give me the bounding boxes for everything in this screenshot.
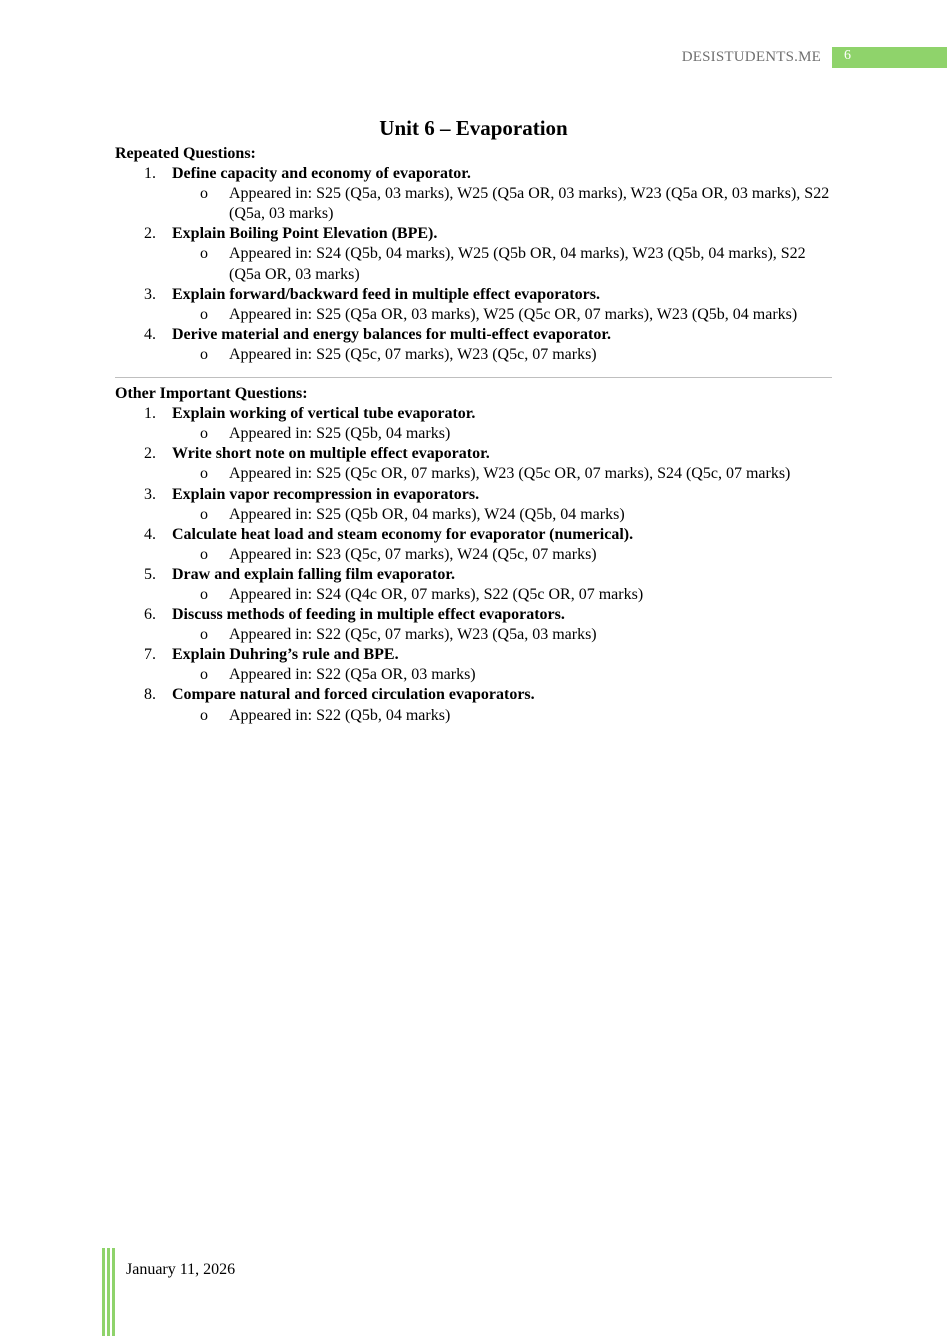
list-item [115,645,832,685]
question-text: Explain vapor recompression in evaporators. [172,485,480,503]
other-questions-list [115,404,832,726]
appeared-in-entry [172,625,832,645]
appeared-in-entry [172,244,832,284]
item-number: 2. [144,225,156,243]
bullet-marker: o [200,585,208,603]
appeared-in-text: Appeared in: S24 (Q4c OR, 07 marks), S22 (Q5c OR, 07 marks) [229,585,644,603]
bullet-marker: o [200,305,208,323]
bullet-marker: o [200,505,208,523]
appeared-in-text: Appeared in: S25 (Q5b OR, 04 marks), W24 (Q5b, 04 marks) [229,505,625,523]
list-item [115,285,832,325]
appeared-in-text: Appeared in: S25 (Q5c OR, 07 marks), W23 (Q5c OR, 07 marks), S24 (Q5c, 07 marks) [229,465,791,483]
appeared-in-text: Appeared in: S25 (Q5a OR, 03 marks), W25 (Q5c OR, 07 marks), W23 (Q5b, 04 marks) [229,305,798,323]
list-item [115,565,832,605]
other-questions-heading: Other Important Questions: [115,385,308,403]
bullet-marker: o [200,706,208,724]
question-text: Calculate heat load and steam economy for evaporator (numerical). [172,525,634,543]
item-number: 8. [144,686,156,704]
item-number: 5. [144,565,156,583]
bullet-marker: o [200,185,208,203]
appeared-in-entry [172,585,832,605]
list-item [115,444,832,484]
question-text: Explain Boiling Point Elevation (BPE). [172,225,438,243]
list-item [115,485,832,525]
question-text: Explain working of vertical tube evaporator. [172,405,476,423]
bullet-marker: o [200,245,208,263]
footer-accent-bar [112,1248,115,1336]
header-page-number: 6 [832,47,947,68]
item-number: 7. [144,646,156,664]
section-divider [115,377,832,378]
footer-date: January 11, 2026 [126,1261,236,1278]
bullet-marker: o [200,345,208,363]
bullet-marker: o [200,545,208,563]
appeared-in-text: Appeared in: S22 (Q5c, 07 marks), W23 (Q5a, 03 marks) [229,626,597,644]
question-text: Write short note on multiple effect evaporator. [172,445,490,463]
page-title: Unit 6 – Evaporation [379,116,568,140]
list-item [115,164,832,224]
list-item [115,525,832,565]
appeared-in-entry [172,665,832,685]
list-item [115,224,832,284]
bullet-marker: o [200,465,208,483]
appeared-in-entry [172,545,832,565]
document-body [115,115,832,726]
appeared-in-entry [172,345,832,365]
appeared-in-entry [172,706,832,726]
question-text: Explain Duhring’s rule and BPE. [172,646,399,664]
item-number: 2. [144,445,156,463]
repeated-questions-list [115,164,832,365]
appeared-in-text: Appeared in: S22 (Q5a OR, 03 marks) [229,666,476,684]
appeared-in-entry [172,464,832,484]
item-number: 6. [144,606,156,624]
footer-accent-bar [107,1248,110,1336]
item-number: 3. [144,485,156,503]
appeared-in-text: Appeared in: S25 (Q5b, 04 marks) [229,425,451,443]
list-item [115,404,832,444]
question-text: Explain forward/backward feed in multiple effect evaporators. [172,285,600,303]
item-number: 4. [144,525,156,543]
question-text: Define capacity and economy of evaporator. [172,165,471,183]
repeated-questions-heading: Repeated Questions: [115,145,256,162]
question-text: Draw and explain falling film evaporator. [172,565,455,583]
question-text: Compare natural and forced circulation evaporators. [172,686,535,704]
header-site-name: DESISTUDENTS.ME [681,49,821,65]
item-number: 1. [144,405,156,423]
appeared-in-entry [172,305,832,325]
item-number: 3. [144,285,156,303]
question-text: Derive material and energy balances for multi-effect evaporator. [172,325,611,343]
footer-accent-bars [102,1248,116,1336]
appeared-in-text: Appeared in: S25 (Q5a, 03 marks), W25 (Q5a OR, 03 marks), W23 (Q5a OR, 03 marks), S22 (Q5a, 03 marks) [229,185,830,223]
appeared-in-text: Appeared in: S24 (Q5b, 04 marks), W25 (Q5b OR, 04 marks), W23 (Q5b, 04 marks), S22 (Q5a OR, 03 marks) [229,245,806,283]
question-text: Discuss methods of feeding in multiple effect evaporators. [172,606,565,624]
bullet-marker: o [200,425,208,443]
footer-accent-bar [102,1248,105,1336]
item-number: 1. [144,165,156,183]
item-number: 4. [144,325,156,343]
appeared-in-entry [172,505,832,525]
bullet-marker: o [200,666,208,684]
list-item [115,605,832,645]
appeared-in-text: Appeared in: S22 (Q5b, 04 marks) [229,706,451,724]
appeared-in-text: Appeared in: S25 (Q5c, 07 marks), W23 (Q5c, 07 marks) [229,345,597,363]
appeared-in-entry [172,424,832,444]
list-item [115,325,832,365]
appeared-in-text: Appeared in: S23 (Q5c, 07 marks), W24 (Q5c, 07 marks) [229,545,597,563]
list-item [115,685,832,725]
appeared-in-entry [172,184,832,224]
bullet-marker: o [200,626,208,644]
